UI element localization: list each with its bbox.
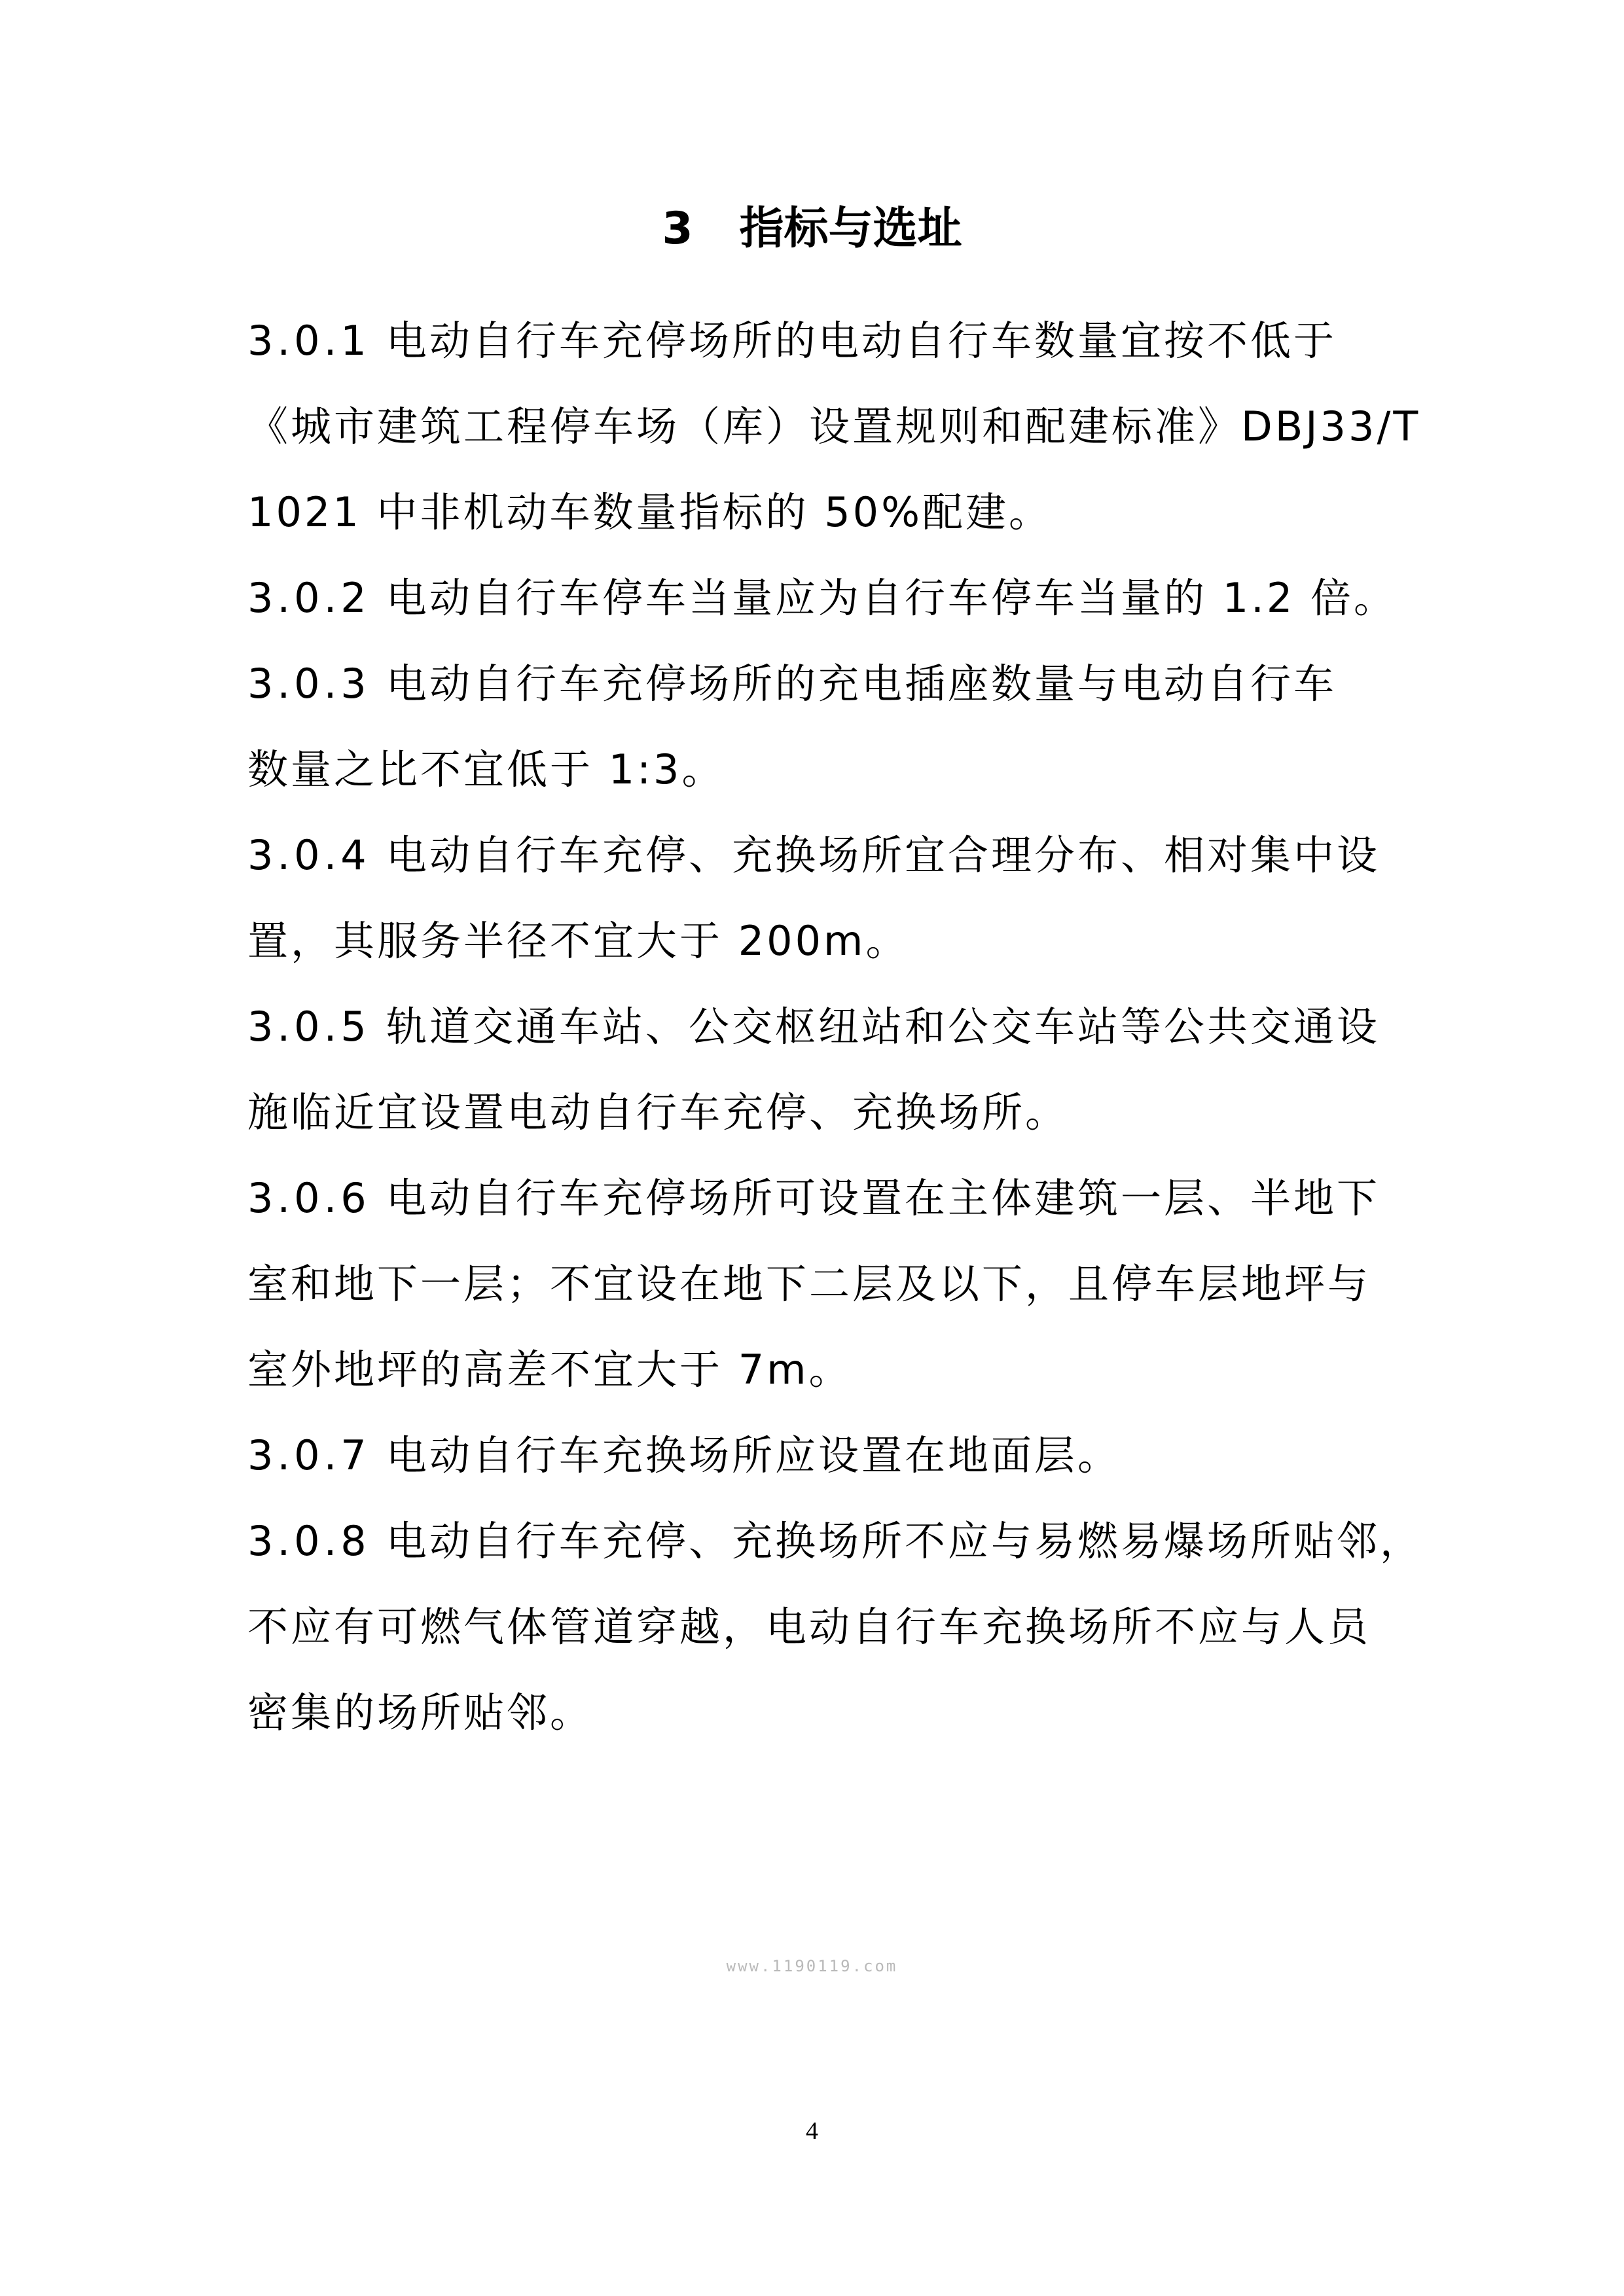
clause-3-0-3-line-2 [247,726,1386,812]
clause-text: 电动自行车充停场所的充电插座数量与电动自行车 [386,660,1337,708]
clause-3-0-8-line-1 [247,1498,1424,1584]
clause-3-0-4-line-1 [247,812,1386,898]
clause-number: 3.0.6 [247,1174,370,1222]
clause-3-0-5-line-2 [247,1069,1386,1155]
clause-text: 电动自行车充停、充换场所宜合理分布、相对集中设 [386,831,1380,879]
clause-3-0-1-line-1 [247,298,1386,384]
clause-number: 3.0.7 [247,1431,370,1479]
clause-3-0-8-line-3 [247,1670,1386,1755]
clause-3-0-6-line-1 [247,1155,1386,1241]
clause-text: 置，其服务半径不宜大于 200m。 [247,917,909,965]
clause-3-0-4-line-2 [247,898,1386,984]
clause-list [247,298,1424,1755]
clause-number: 3.0.4 [247,831,370,879]
clause-3-0-1-line-2 [247,384,1421,469]
clause-text: 电动自行车充换场所应设置在地面层。 [386,1431,1121,1479]
clause-text: 1021 中非机动车数量指标的 50%配建。 [247,488,1053,536]
clause-number: 3.0.3 [247,660,370,708]
clause-text: 轨道交通车站、公交枢纽站和公交车站等公共交通设 [386,1003,1380,1050]
clause-number: 3.0.2 [247,574,370,622]
clause-3-0-7-line-1 [247,1412,1386,1498]
clause-3-0-5-line-1 [247,984,1386,1069]
clause-text: 电动自行车充停场所可设置在主体建筑一层、半地下 [386,1174,1380,1222]
clause-number: 3.0.8 [247,1517,370,1565]
clause-3-0-8-line-2 [247,1584,1386,1670]
clause-text: 不应有可燃气体管道穿越，电动自行车充换场所不应与人员 [247,1603,1371,1651]
clause-text: 密集的场所贴邻。 [247,1689,594,1736]
clause-text: 数量之比不宜低于 1:3。 [247,745,725,793]
clause-3-0-2-line-1 [247,555,1398,641]
clause-text: 电动自行车充停、充换场所不应与易燃易爆场所贴邻， [386,1517,1424,1565]
clause-text: 《城市建筑工程停车场（库）设置规则和配建标准》DBJ33/T [247,403,1421,450]
clause-number: 3.0.1 [247,317,370,365]
clause-3-0-6-line-3 [247,1327,1386,1412]
clause-number: 3.0.5 [247,1003,370,1050]
clause-text: 电动自行车停车当量应为自行车停车当量的 1.2 倍。 [386,574,1398,622]
page-number: 4 [806,2117,818,2145]
clause-3-0-3-line-1 [247,641,1386,726]
clause-text: 施临近宜设置电动自行车充停、充换场所。 [247,1088,1069,1136]
clause-3-0-1-line-3 [247,469,1386,555]
clause-text: 室外地坪的高差不宜大于 7m。 [247,1346,852,1393]
clause-text: 室和地下一层；不宜设在地下二层及以下，且停车层地坪与 [247,1260,1371,1308]
watermark-url: www.1190119.com [726,1957,898,1975]
clause-text: 电动自行车充停场所的电动自行车数量宜按不低于 [386,317,1337,365]
clause-3-0-6-line-2 [247,1241,1386,1327]
section-title: 3 指标与选址 [662,203,962,255]
